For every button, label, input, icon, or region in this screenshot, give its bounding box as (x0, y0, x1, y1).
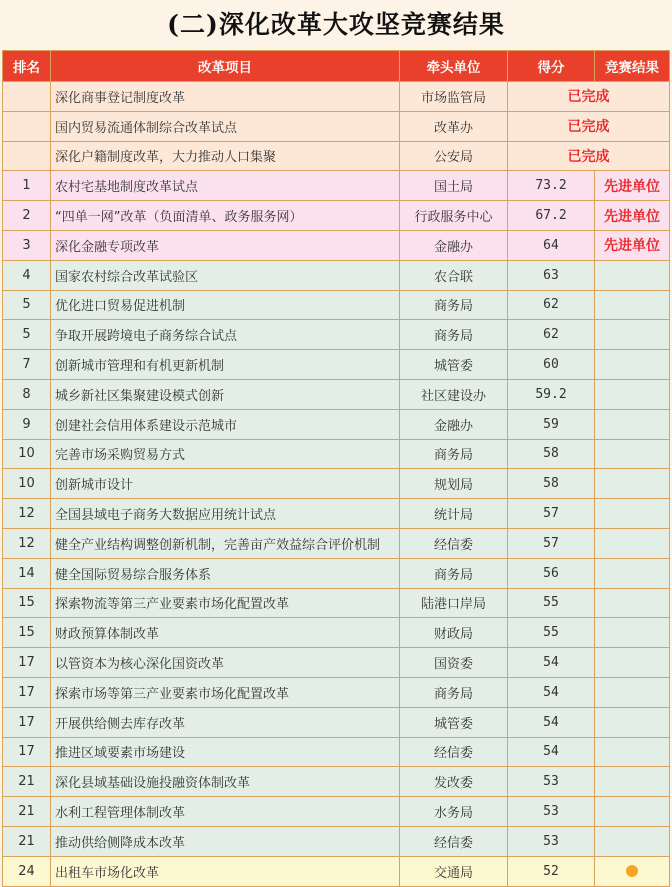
unit-cell: 改革办 (400, 111, 508, 141)
rank-cell: 24 (3, 856, 51, 886)
unit-cell: 城管委 (400, 707, 508, 737)
table-row (3, 290, 670, 320)
table-row (3, 826, 670, 856)
rank-cell (3, 111, 51, 141)
score-cell: 64 (508, 230, 595, 260)
rank-cell: 2 (3, 201, 51, 231)
project-cell: 深化商事登记制度改革 (51, 82, 400, 112)
project-cell: 健全产业结构调整创新机制，完善亩产效益综合评价机制 (51, 528, 400, 558)
header-result: 竞赛结果 (595, 51, 670, 82)
result-cell (595, 469, 670, 499)
unit-cell: 统计局 (400, 499, 508, 529)
table-row (3, 409, 670, 439)
unit-cell: 陆港口岸局 (400, 588, 508, 618)
result-cell (595, 171, 670, 201)
score-cell: 57 (508, 499, 595, 529)
result-cell (508, 82, 670, 112)
project-cell: 全国县域电子商务大数据应用统计试点 (51, 499, 400, 529)
rank-cell (3, 141, 51, 171)
result-cell (595, 528, 670, 558)
project-cell: “四单一网”改革（负面清单、政务服务网） (51, 201, 400, 231)
project-cell: 创建社会信用体系建设示范城市 (51, 409, 400, 439)
project-cell: 探索物流等第三产业要素市场化配置改革 (51, 588, 400, 618)
table-row (3, 320, 670, 350)
table-row (3, 439, 670, 469)
unit-cell: 商务局 (400, 677, 508, 707)
score-cell: 54 (508, 677, 595, 707)
result-cell (595, 260, 670, 290)
score-cell: 55 (508, 618, 595, 648)
score-cell: 54 (508, 707, 595, 737)
rank-cell: 12 (3, 528, 51, 558)
results-table (2, 50, 670, 887)
table-row (3, 350, 670, 380)
unit-cell: 公安局 (400, 141, 508, 171)
score-cell: 53 (508, 797, 595, 827)
project-cell: 争取开展跨境电子商务综合试点 (51, 320, 400, 350)
unit-cell: 发改委 (400, 767, 508, 797)
rank-cell: 5 (3, 290, 51, 320)
unit-cell: 国资委 (400, 648, 508, 678)
result-cell (595, 409, 670, 439)
result-cell (595, 588, 670, 618)
table-row (3, 171, 670, 201)
header-score: 得分 (508, 51, 595, 82)
rank-cell: 9 (3, 409, 51, 439)
table-row (3, 201, 670, 231)
score-cell: 62 (508, 290, 595, 320)
result-cell (595, 856, 670, 886)
result-cell (595, 618, 670, 648)
project-cell: 出租车市场化改革 (51, 856, 400, 886)
table-row (3, 707, 670, 737)
table-row (3, 230, 670, 260)
table-row (3, 737, 670, 767)
unit-cell: 行政服务中心 (400, 201, 508, 231)
unit-cell: 商务局 (400, 558, 508, 588)
unit-cell: 交通局 (400, 856, 508, 886)
rank-cell: 17 (3, 677, 51, 707)
table-row (3, 260, 670, 290)
unit-cell: 商务局 (400, 290, 508, 320)
header-unit: 牵头单位 (400, 51, 508, 82)
score-cell: 67.2 (508, 201, 595, 231)
unit-cell: 商务局 (400, 320, 508, 350)
result-cell (508, 141, 670, 171)
result-cell (595, 499, 670, 529)
score-cell: 52 (508, 856, 595, 886)
rank-cell: 10 (3, 439, 51, 469)
unit-cell: 市场监管局 (400, 82, 508, 112)
score-cell: 55 (508, 588, 595, 618)
project-cell: 国内贸易流通体制综合改革试点 (51, 111, 400, 141)
table-row (3, 648, 670, 678)
table-row (3, 767, 670, 797)
table-row (3, 82, 670, 112)
header-project: 改革项目 (51, 51, 400, 82)
score-cell: 58 (508, 439, 595, 469)
table-row (3, 618, 670, 648)
project-cell: 农村宅基地制度改革试点 (51, 171, 400, 201)
score-cell: 62 (508, 320, 595, 350)
score-cell: 59 (508, 409, 595, 439)
result-cell (595, 439, 670, 469)
unit-cell: 经信委 (400, 737, 508, 767)
rank-cell: 7 (3, 350, 51, 380)
unit-cell: 规划局 (400, 469, 508, 499)
project-cell: 推动供给侧降成本改革 (51, 826, 400, 856)
unit-cell: 经信委 (400, 826, 508, 856)
result-cell (595, 767, 670, 797)
project-cell: 创新城市管理和有机更新机制 (51, 350, 400, 380)
unit-cell: 城管委 (400, 350, 508, 380)
completed-status: 已完成 (567, 89, 610, 106)
result-cell (595, 558, 670, 588)
table-row (3, 677, 670, 707)
project-cell: 健全国际贸易综合服务体系 (51, 558, 400, 588)
project-cell: 城乡新社区集聚建设模式创新 (51, 379, 400, 409)
rank-cell: 8 (3, 379, 51, 409)
rank-cell: 3 (3, 230, 51, 260)
rank-cell: 1 (3, 171, 51, 201)
unit-cell: 财政局 (400, 618, 508, 648)
result-cell (595, 290, 670, 320)
result-cell (595, 320, 670, 350)
score-cell: 57 (508, 528, 595, 558)
project-cell: 深化户籍制度改革，大力推动人口集聚 (51, 141, 400, 171)
table-row (3, 797, 670, 827)
project-cell: 深化县域基础设施投融资体制改革 (51, 767, 400, 797)
table-row (3, 379, 670, 409)
score-cell: 59.2 (508, 379, 595, 409)
table-row (3, 141, 670, 171)
completed-status: 已完成 (567, 148, 610, 165)
result-cell (595, 350, 670, 380)
rank-cell: 4 (3, 260, 51, 290)
result-cell (508, 111, 670, 141)
unit-cell: 社区建设办 (400, 379, 508, 409)
result-cell (595, 648, 670, 678)
rank-cell: 15 (3, 588, 51, 618)
result-cell (595, 707, 670, 737)
advanced-unit-label: 先进单位 (604, 178, 660, 195)
dot-icon (626, 865, 638, 877)
rank-cell: 17 (3, 648, 51, 678)
score-cell: 54 (508, 737, 595, 767)
rank-cell: 12 (3, 499, 51, 529)
rank-cell: 14 (3, 558, 51, 588)
result-cell (595, 677, 670, 707)
result-cell (595, 826, 670, 856)
table-row (3, 111, 670, 141)
score-cell: 58 (508, 469, 595, 499)
rank-cell: 21 (3, 767, 51, 797)
score-cell: 53 (508, 826, 595, 856)
project-cell: 开展供给侧去库存改革 (51, 707, 400, 737)
advanced-unit-label: 先进单位 (604, 238, 660, 255)
project-cell: 优化进口贸易促进机制 (51, 290, 400, 320)
result-cell (595, 379, 670, 409)
unit-cell: 国土局 (400, 171, 508, 201)
unit-cell: 金融办 (400, 230, 508, 260)
score-cell: 60 (508, 350, 595, 380)
project-cell: 创新城市设计 (51, 469, 400, 499)
unit-cell: 水务局 (400, 797, 508, 827)
project-cell: 国家农村综合改革试验区 (51, 260, 400, 290)
rank-cell: 21 (3, 797, 51, 827)
result-cell (595, 230, 670, 260)
project-cell: 财政预算体制改革 (51, 618, 400, 648)
rank-cell: 21 (3, 826, 51, 856)
rank-cell: 17 (3, 707, 51, 737)
score-cell: 53 (508, 767, 595, 797)
completed-status: 已完成 (567, 119, 610, 136)
project-cell: 推进区域要素市场建设 (51, 737, 400, 767)
table-row (3, 588, 670, 618)
rank-cell: 15 (3, 618, 51, 648)
header-rank: 排名 (3, 51, 51, 82)
project-cell: 深化金融专项改革 (51, 230, 400, 260)
project-cell: 以管资本为核心深化国资改革 (51, 648, 400, 678)
unit-cell: 金融办 (400, 409, 508, 439)
rank-cell (3, 82, 51, 112)
result-cell (595, 797, 670, 827)
project-cell: 完善市场采购贸易方式 (51, 439, 400, 469)
page-title: (二)深化改革大攻坚竞赛结果 (167, 10, 505, 39)
table-header-row (3, 51, 670, 82)
advanced-unit-label: 先进单位 (604, 208, 660, 225)
unit-cell: 农合联 (400, 260, 508, 290)
project-cell: 水利工程管理体制改革 (51, 797, 400, 827)
table-row (3, 558, 670, 588)
project-cell: 探索市场等第三产业要素市场化配置改革 (51, 677, 400, 707)
table-body (3, 82, 670, 887)
score-cell: 63 (508, 260, 595, 290)
rank-cell: 10 (3, 469, 51, 499)
rank-cell: 5 (3, 320, 51, 350)
table-row (3, 528, 670, 558)
result-cell (595, 201, 670, 231)
table-row (3, 469, 670, 499)
score-cell: 56 (508, 558, 595, 588)
table-row (3, 499, 670, 529)
score-cell: 73.2 (508, 171, 595, 201)
unit-cell: 商务局 (400, 439, 508, 469)
rank-cell: 17 (3, 737, 51, 767)
score-cell: 54 (508, 648, 595, 678)
result-cell (595, 737, 670, 767)
unit-cell: 经信委 (400, 528, 508, 558)
table-row (3, 856, 670, 886)
